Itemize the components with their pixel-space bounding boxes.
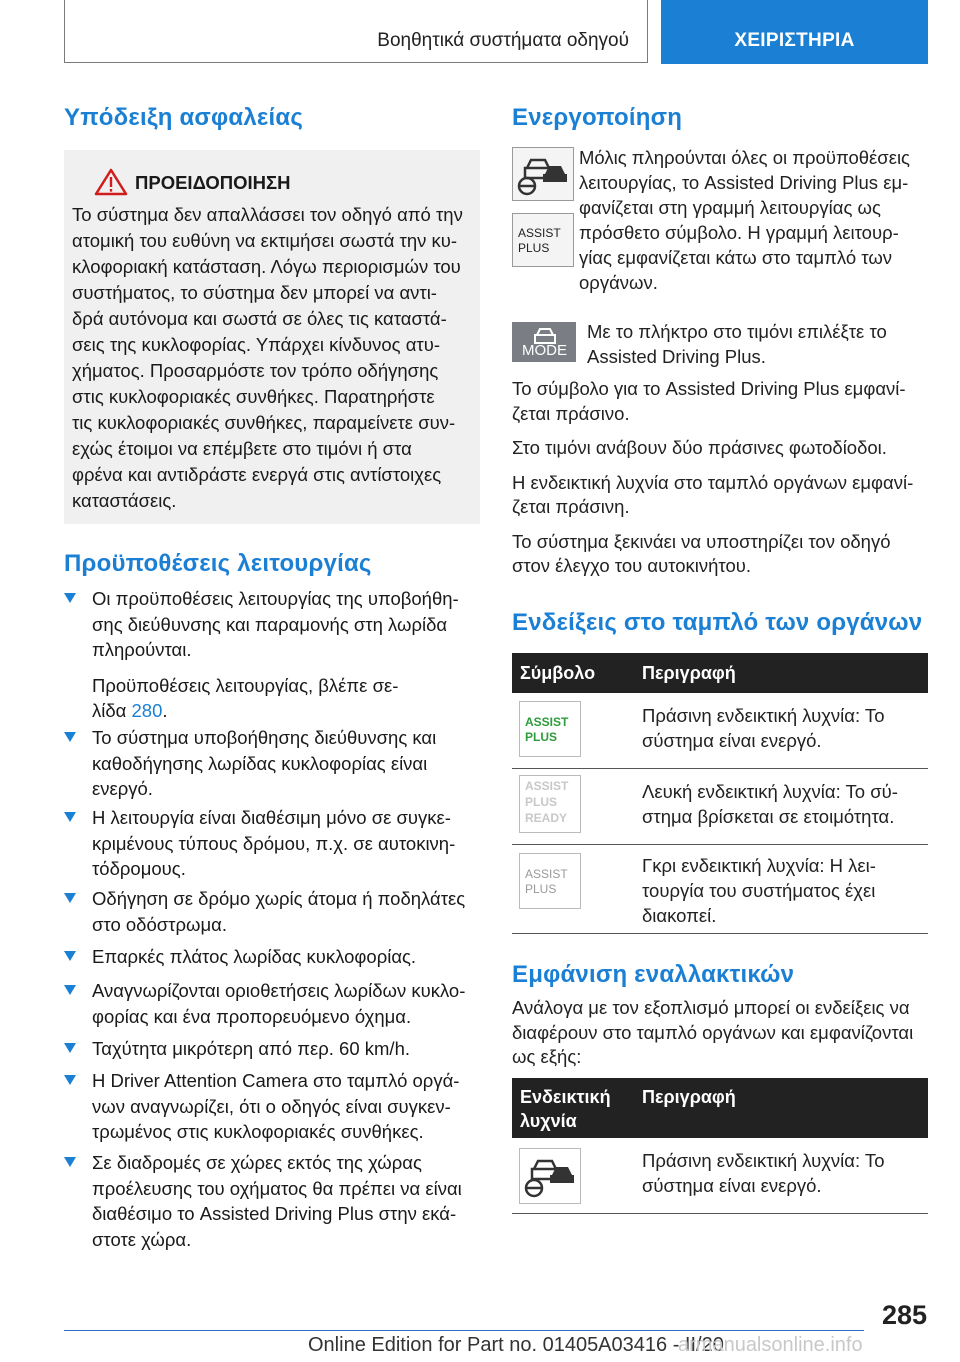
chapter-tab[interactable] bbox=[661, 0, 928, 64]
alternative-text: Ανάλογα με τον εξοπλισμό μπορεί οι ενδείξεις να διαφέρουν στο ταμπλό οργάνων και εμφανίζονται ως εξής: bbox=[512, 997, 914, 1067]
page-link[interactable]: 280 bbox=[131, 700, 163, 721]
warning-box bbox=[64, 150, 480, 524]
table-row-desc: Λευκή ενδεικτική λυχνία: Το σύ- στημα βρίσκεται σε ετοιμότητα. bbox=[642, 781, 898, 827]
activation-details: Το σύμβολο για το Assisted Driving Plus εμφανί- ζεται πράσινο. Στο τιμόνι ανάβουν δύο πράσινες φωτοδίοδοι. Η ενδεικτική λυχνία στο ταμπλό οργάνων εμφανί- ζεται πράσινη. Το σύστημα ξεκινάει να υποστηρίζει τον οδηγό στον έλεγχο του αυτοκινήτου. bbox=[512, 378, 914, 576]
bullet-arrow-icon bbox=[64, 951, 76, 961]
bullet-arrow-icon bbox=[64, 1043, 76, 1053]
footer-divider bbox=[64, 1330, 864, 1331]
table-row-desc: Γκρι ενδεικτική λυχνία: Η λει- τουργία του συστήματος έχει διακοπεί. bbox=[642, 855, 876, 926]
steering-assist-green-icon bbox=[519, 1148, 581, 1204]
table-divider bbox=[512, 844, 928, 845]
bullet-arrow-icon bbox=[64, 1157, 76, 1167]
chapter-title: ΧΕΙΡΙΣΤΗΡΙΑ bbox=[734, 30, 855, 51]
table-row-desc: Πράσινη ενδεικτική λυχνία: Το σύστημα είναι ενεργό. bbox=[642, 1150, 885, 1196]
page-header bbox=[64, 0, 928, 64]
section-title: Βοηθητικά συστήματα οδηγού bbox=[377, 30, 629, 51]
indications-heading: Ενδείξεις στο ταμπλό των οργάνων bbox=[512, 609, 923, 636]
assist-plus-green-icon: ASSIST PLUS bbox=[519, 701, 581, 757]
table-header: Σύμβολο Περιγραφή bbox=[512, 653, 928, 693]
edition-note: Online Edition for Part no. 01405A03416 - II/20 bbox=[308, 1334, 724, 1356]
bullet-arrow-icon bbox=[64, 812, 76, 822]
section-title-box bbox=[64, 0, 648, 63]
steering-assist-icon bbox=[512, 147, 574, 201]
bullet-arrow-icon bbox=[64, 893, 76, 903]
assist-plus-ready-icon: ASSIST PLUS READY bbox=[519, 775, 581, 833]
warning-triangle-icon bbox=[94, 168, 128, 196]
activation-text: Μόλις πληρούνται όλες οι προϋποθέσεις λειτουργίας, το Assisted Driving Plus εμ- φανίζεται στη γραμμή λειτουργίας ως πρόσθετο σύμβολο. Η γραμμή λειτουρ- γίας εμφανίζεται κάτω στο ταμπλό των οργάνων. bbox=[579, 147, 910, 293]
table-row-desc: Πράσινη ενδεικτική λυχνία: Το σύστημα είναι ενεργό. bbox=[642, 705, 885, 751]
warning-text: Το σύστημα δεν απαλλάσσει τον οδηγό από την ατομική του ευθύνη να εκτιμήσει σωστά την κυ- κλοφοριακή κατάσταση. Λόγω περιορισμών του συστήματος, το σύστημα δεν μπορεί να αντι- δρά αυτόνομα και σωστά σε όλες τις καταστά- σεις της κυκλοφορίας. Υπάρχει κίνδυνος ατυ- χήματος. Προσαρμόστε τον τρόπο οδήγησης στις κυκλοφοριακές συνθήκες. Παρατηρήστε τις κυκλοφοριακές συνθήκες, παραμείνετε συν- εχώς έτοιμοι να επέμβετε στο τιμόνι ή στα φρένα και αντιδράστε ενεργά στις αντίστοιχες καταστάσεις. bbox=[72, 204, 463, 511]
alternative-heading: Εμφάνιση εναλλακτικών bbox=[512, 961, 795, 988]
table-header: Ενδεικτική λυχνία Περιγραφή bbox=[512, 1078, 928, 1138]
mode-button-icon: MODE bbox=[512, 322, 576, 362]
assist-plus-grey-icon: ASSIST PLUS bbox=[519, 853, 581, 909]
bullet-arrow-icon bbox=[64, 1075, 76, 1085]
conditions-heading: Προϋποθέσεις λειτουργίας bbox=[64, 550, 372, 577]
bullet-arrow-icon bbox=[64, 732, 76, 742]
table-divider bbox=[512, 768, 928, 769]
assist-plus-icon: ASSIST PLUS bbox=[512, 213, 574, 267]
table-divider bbox=[512, 1213, 928, 1214]
table-divider bbox=[512, 933, 928, 934]
mode-text: Με το πλήκτρο στο τιμόνι επιλέξτε το Assisted Driving Plus. bbox=[587, 321, 887, 367]
activation-heading: Ενεργοποίηση bbox=[512, 104, 683, 131]
bullet-arrow-icon bbox=[64, 593, 76, 603]
warning-title: ΠΡΟΕΙΔΟΠΟΙΗΣΗ bbox=[135, 172, 291, 193]
watermark: armanualsonline.info bbox=[678, 1334, 863, 1356]
bullet-arrow-icon bbox=[64, 985, 76, 995]
page-number: 285 bbox=[882, 1300, 928, 1330]
safety-heading: Υπόδειξη ασφαλείας bbox=[64, 104, 304, 131]
